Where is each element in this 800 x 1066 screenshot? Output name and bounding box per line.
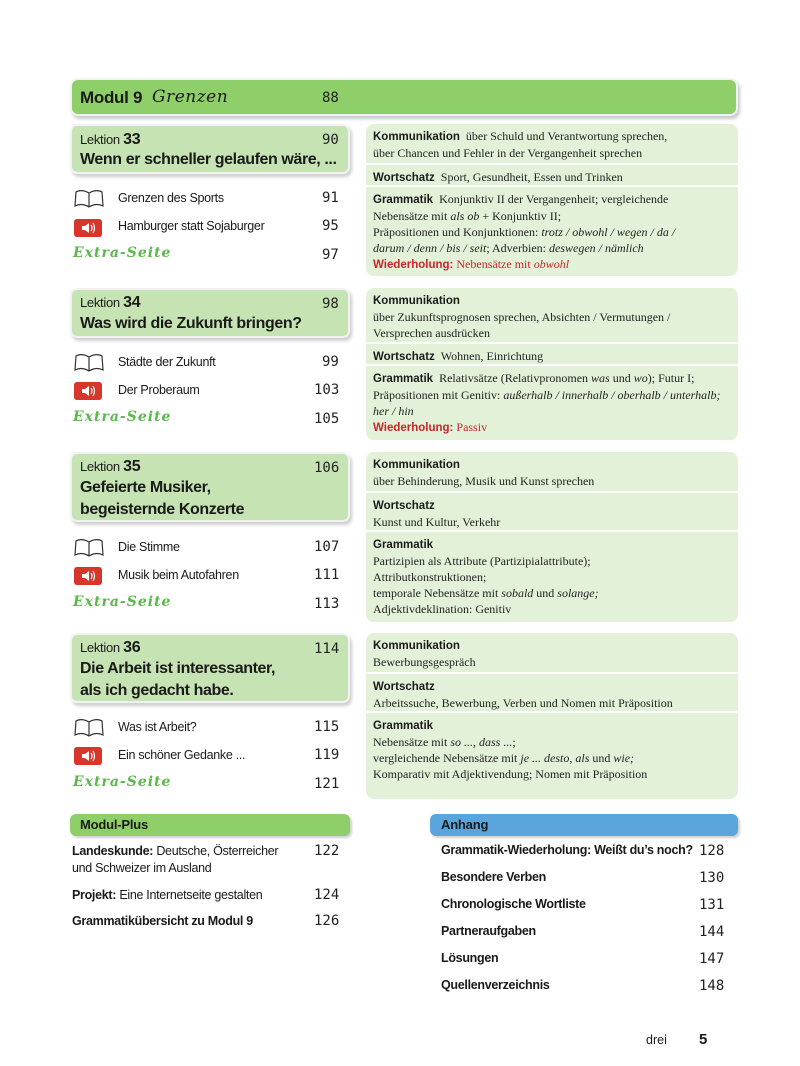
projekt-item[interactable]: Projekt: Eine Internetseite gestalten: [72, 888, 263, 902]
lesson-33-label: Lektion 33: [80, 131, 141, 148]
lesson-35-extra-page: 113: [314, 596, 340, 612]
landeskunde-item[interactable]: Landeskunde: Deutsche, Österreicher und Schweizer im Ausland: [72, 844, 279, 875]
lesson-35-title-line-1: Gefeierte Musiker,: [80, 479, 211, 496]
lesson-34-label: Lektion 34: [80, 294, 141, 311]
wortschatz-row: Wortschatz Wohnen, Einrichtung: [366, 344, 738, 366]
projekt-page: 124: [314, 887, 340, 903]
module-page-number[interactable]: 88: [322, 90, 339, 106]
kommunikation-row: Kommunikation über Schuld und Verantwortung sprechen, über Chancen und Fehler in der Vergangenheit sprechen: [366, 124, 738, 165]
anhang-item-page: 128: [699, 843, 725, 859]
speaker-icon: [74, 382, 102, 400]
lesson-35-label: Lektion 35: [80, 458, 141, 475]
anhang-item[interactable]: Chronologische Wortliste: [441, 897, 586, 911]
kommunikation-row: Kommunikation Bewerbungsgespräch: [366, 633, 738, 674]
wortschatz-row: Wortschatz Arbeitssuche, Bewerbung, Verben und Nomen mit Präposition: [366, 674, 738, 713]
anhang-item[interactable]: Grammatik-Wiederholung: Weißt du’s noch?: [441, 843, 693, 857]
wortschatz-row: Wortschatz Sport, Gesundheit, Essen und Trinken: [366, 165, 738, 187]
lesson-36-reading-page: 115: [314, 719, 340, 735]
lesson-34-reading-title[interactable]: Städte der Zukunft: [118, 355, 216, 369]
lesson-36-extra-title[interactable]: Extra-Seite: [73, 774, 172, 790]
footer-page-word: drei: [646, 1033, 667, 1047]
book-icon: [74, 538, 104, 558]
lesson-34-reading-page: 99: [322, 354, 339, 370]
lesson-36-label: Lektion 36: [80, 639, 141, 656]
anhang-item[interactable]: Lösungen: [441, 951, 499, 965]
lesson-35-extra-title[interactable]: Extra-Seite: [73, 594, 172, 610]
anhang-item-page: 144: [699, 924, 725, 940]
book-icon: [74, 189, 104, 209]
lesson-34-extra-title[interactable]: Extra-Seite: [73, 409, 172, 425]
speaker-icon: [74, 747, 102, 765]
wiederholung-line: Wiederholung: Passiv: [373, 420, 488, 434]
anhang-item[interactable]: Besondere Verben: [441, 870, 546, 884]
grammatik-row: Grammatik Nebensätze mit so ..., dass ...; vergleichende Nebensätze mit je ... desto, als und wie; Komparativ mit Adjektivendung; Nomen mit Präposition: [373, 720, 648, 781]
lesson-33-audio-title[interactable]: Hamburger statt Sojaburger: [118, 219, 265, 233]
lesson-36-panel: [366, 633, 738, 799]
lesson-33-extra-page: 97: [322, 247, 339, 263]
footer-page-number: 5: [699, 1031, 708, 1048]
anhang-item[interactable]: Quellenverzeichnis: [441, 978, 550, 992]
lesson-34-extra-page: 105: [314, 411, 340, 427]
lesson-36-page[interactable]: 114: [314, 641, 340, 657]
lesson-35-panel: [366, 452, 738, 622]
module-subtitle: Grenzen: [152, 87, 229, 107]
lesson-34-page[interactable]: 98: [322, 296, 339, 312]
lesson-34-title: Was wird die Zukunft bringen?: [80, 315, 302, 332]
lesson-36-reading-title[interactable]: Was ist Arbeit?: [118, 720, 197, 734]
lesson-36-audio-title[interactable]: Ein schöner Gedanke ...: [118, 748, 246, 762]
anhang-item-page: 148: [699, 978, 725, 994]
grammatikuebersicht-item[interactable]: Grammatikübersicht zu Modul 9: [72, 914, 253, 928]
lesson-33-panel: [366, 124, 738, 276]
kommunikation-row: Kommunikation über Behinderung, Musik und Kunst sprechen: [366, 452, 738, 493]
anhang-item-page: 131: [699, 897, 725, 913]
kommunikation-label: Kommunikation: [373, 131, 460, 143]
lesson-33-reading-page: 91: [322, 190, 339, 206]
lesson-34-audio-page: 103: [314, 382, 340, 398]
lesson-35-audio-title[interactable]: Musik beim Autofahren: [118, 568, 239, 582]
lesson-33-page[interactable]: 90: [322, 132, 339, 148]
lesson-34-audio-title[interactable]: Der Proberaum: [118, 383, 200, 397]
lesson-36-audio-page: 119: [314, 747, 340, 763]
speaker-icon: [74, 219, 102, 237]
lesson-35-audio-page: 111: [314, 567, 340, 583]
module-title: Modul 9: [80, 88, 143, 107]
lesson-33-audio-page: 95: [322, 218, 339, 234]
anhang-item-page: 130: [699, 870, 725, 886]
anhang-label: Anhang: [441, 817, 489, 832]
wiederholung-line: Wiederholung: Nebensätze mit obwohl: [373, 257, 570, 271]
lesson-35-reading-page: 107: [314, 539, 340, 555]
landeskunde-page: 122: [314, 843, 340, 859]
lesson-33-title: Wenn er schneller gelaufen wäre, ...: [80, 151, 337, 168]
lesson-34-panel: [366, 288, 738, 440]
anhang-item-page: 147: [699, 951, 725, 967]
lesson-36-extra-page: 121: [314, 776, 340, 792]
book-icon: [74, 353, 104, 373]
wortschatz-row: Wortschatz Kunst und Kultur, Verkehr: [366, 493, 738, 532]
grammatik-row: Grammatik Partizipien als Attribute (Partizipialattribute); Attributkonstruktionen; temporale Nebensätze mit sobald und solange; Adjektivdeklination: Genitiv: [373, 539, 599, 616]
lesson-33-extra-title[interactable]: Extra-Seite: [73, 245, 172, 261]
grammatikuebersicht-page: 126: [314, 913, 340, 929]
modul-plus-label: Modul-Plus: [80, 817, 149, 832]
lesson-36-title-line-2: als ich gedacht habe.: [80, 682, 234, 699]
grammatik-row: Grammatik Relativsätze (Relativpronomen was und wo); Futur I; Präpositionen mit Genitiv: außerhalb / innerhalb / oberhalb / unterhalb; her / hin Wiederholung: Passiv: [366, 366, 738, 440]
kommunikation-row: Kommunikation über Zukunftsprognosen sprechen, Absichten / Vermutungen / Versprechen ausdrücken: [366, 288, 738, 344]
book-icon: [74, 718, 104, 738]
lesson-36-title-line-1: Die Arbeit ist interessanter,: [80, 660, 275, 677]
grammatik-row: Grammatik Konjunktiv II der Vergangenheit; vergleichende Nebensätze mit als ob + Konjunktiv II; Präpositionen und Konjunktionen: trotz / obwohl / wegen / da / darum / denn / bis / seit; Adverbien: deswegen / nämlich Wiederholung: Nebensätze mit obwohl: [366, 187, 738, 276]
lesson-35-reading-title[interactable]: Die Stimme: [118, 540, 180, 554]
anhang-item[interactable]: Partneraufgaben: [441, 924, 536, 938]
lesson-33-reading-title[interactable]: Grenzen des Sports: [118, 191, 224, 205]
speaker-icon: [74, 567, 102, 585]
lesson-35-title-line-2: begeisternde Konzerte: [80, 501, 245, 518]
lesson-35-page[interactable]: 106: [314, 460, 340, 476]
